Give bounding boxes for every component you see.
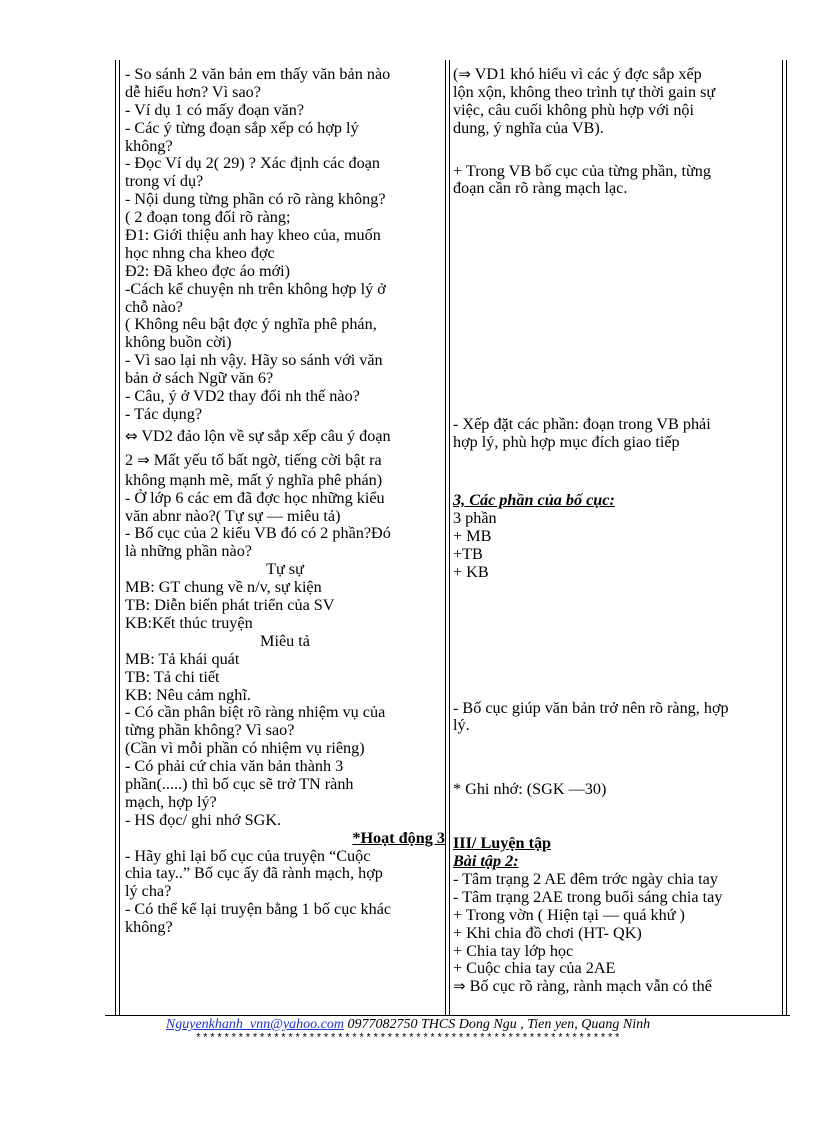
right-line: hợp lý, phù hợp mục đích giao tiếp — [453, 433, 680, 452]
left-line: - HS đọc/ ghi nhớ SGK. — [125, 810, 282, 829]
left-line — [125, 424, 445, 448]
left-line: phần(.....) thì bố cục sẽ trở TN rành — [125, 774, 354, 793]
left-line: TB: Tả chi tiết — [125, 667, 220, 686]
right-arrow-icon: ⇒ — [137, 450, 150, 469]
right-border — [786, 60, 787, 1016]
left-line: - Hãy ghi lại bố cục của truyện “Cuộc — [125, 846, 371, 865]
right-line-text: Bố cục rõ ràng, rành mạch vẫn có thể — [469, 977, 712, 996]
footer-stars: ************************************************************ — [194, 1033, 622, 1045]
bottom-rule — [105, 1015, 790, 1016]
left-line: MB: Tả khái quát — [125, 649, 240, 668]
right-line — [453, 66, 778, 84]
right-border-inner — [782, 60, 783, 1016]
right-line: + Khi chia đồ chơi (HT- QK) — [453, 923, 642, 942]
right-line: - Tâm trạng 2AE trong buổi sáng chia tay — [453, 887, 723, 906]
right-line: +TB — [453, 544, 483, 563]
left-line: chỗ nào? — [125, 297, 183, 316]
right-line: + MB — [453, 526, 492, 545]
left-subheading: Miêu tả — [260, 631, 310, 650]
right-line-text: VD1 khó hiểu vì các ý đợc sắp xếp — [474, 65, 702, 83]
right-line: đoạn cần rõ ràng mạch lạc. — [453, 179, 628, 198]
left-subheading: Tự sự — [266, 560, 304, 579]
right-arrow-icon: ⇒ — [453, 977, 466, 996]
left-line: - Câu, ý ở VD2 thay đổi nh thế nào? — [125, 387, 360, 406]
left-line: từng phần không? Vì sao? — [125, 721, 295, 740]
left-line: KB:Kết thúc truyện — [125, 613, 253, 632]
left-line: trong ví dụ? — [125, 172, 204, 191]
left-line: dễ hiểu hơn? Vì sao? — [125, 82, 261, 101]
footer-info: 0977082750 THCS Dong Ngu , Tien yen, Quang Ninh — [347, 1017, 651, 1032]
right-line: dung, ý nghĩa của VB). — [453, 118, 604, 137]
left-right-arrow-icon: ⇔ — [125, 426, 138, 445]
footer-email-link[interactable]: Nguyenkhanh_vnn@yahoo.com — [165, 1017, 345, 1032]
left-line: học nhng cha kheo đợc — [125, 243, 275, 262]
right-line: + Cuộc chia tay của 2AE — [453, 959, 616, 978]
left-line: không mạnh mẽ, mất ý nghĩa phê phán) — [125, 470, 383, 489]
right-line: + Chia tay lớp học — [453, 941, 574, 960]
right-line: + Trong VB bố cục của từng phần, từng — [453, 161, 711, 180]
left-line: chia tay..” Bố cục ấy đã rành mạch, hợp — [125, 864, 383, 883]
right-line: - Bố cục giúp văn bản trở nên rõ ràng, hợp — [453, 698, 729, 717]
right-line: lộn xộn, không theo trình tự thời gain sự — [453, 82, 716, 101]
left-line-text: 2 — [125, 450, 134, 469]
left-line — [125, 448, 445, 472]
left-line: mạch, hợp lý? — [125, 792, 217, 811]
left-line: không buồn cời) — [125, 333, 232, 352]
left-line-text: VD2 đảo lộn về sự sắp xếp câu ý đoạn — [141, 426, 391, 445]
left-line: văn abnr nào?( Tự sự — miêu tả) — [125, 506, 341, 525]
column-divider-inner — [449, 60, 450, 1016]
left-line: ( Không nêu bật đợc ý nghĩa phê phán, — [125, 315, 377, 334]
left-line: - Nội dung từng phần có rõ ràng không? — [125, 190, 386, 209]
activity-heading: *Hoạt động 3 — [352, 828, 445, 847]
knowledge-column — [453, 66, 778, 996]
left-line: không? — [125, 918, 173, 937]
right-line: việc, câu cuối không phù hợp với nội — [453, 100, 695, 119]
practice-heading: III/ Luyện tập — [453, 834, 552, 853]
left-line: - Vì sao lại nh vậy. Hãy so sánh với văn — [125, 351, 383, 370]
right-line: lý. — [453, 716, 470, 735]
left-line: không? — [125, 136, 173, 155]
left-line: - Có phải cứ chia văn bản thành 3 — [125, 757, 344, 776]
left-line: - Có thể kể lại truyện bằng 1 bố cục khác — [125, 900, 392, 919]
left-line: - Các ý từng đoạn sắp xếp có hợp lý — [125, 118, 359, 137]
section-heading: 3, Các phần của bố cục: — [453, 491, 615, 510]
left-line: (Cần vì mỗi phần có nhiệm vụ riêng) — [125, 739, 365, 758]
left-line: - Có cần phân biệt rõ ràng nhiệm vụ của — [125, 703, 386, 722]
left-line-text: Mất yếu tố bất ngờ, tiếng cời bật ra — [153, 450, 382, 469]
exercise-heading: Bài tập 2: — [453, 852, 519, 871]
left-line: Đ1: Giới thiệu anh hay kheo của, muốn — [125, 226, 381, 245]
right-line: 3 phần — [453, 509, 497, 528]
left-line: Đ2: Đã kheo đợc áo mới) — [125, 261, 291, 280]
left-line: bản ở sách Ngữ văn 6? — [125, 369, 274, 388]
right-line: - Xếp đặt các phần: đoạn trong VB phải — [453, 415, 711, 434]
teacher-activities-column — [125, 66, 445, 937]
right-line: + KB — [453, 562, 489, 581]
right-line: - Tâm trạng 2 AE đêm trớc ngày chia tay — [453, 870, 718, 889]
lesson-table — [115, 60, 786, 1016]
left-line: - Ở lớp 6 các em đã đợc học những kiểu — [125, 488, 385, 507]
right-arrow-icon: ⇒ — [458, 65, 471, 83]
left-line: KB: Nêu cảm nghĩ. — [125, 685, 251, 704]
left-border — [115, 60, 116, 1016]
left-line: - Đọc Ví dụ 2( 29) ? Xác định các đoạn — [125, 154, 381, 173]
left-line: - Ví dụ 1 có mấy đoạn văn? — [125, 100, 305, 119]
left-line: ( 2 đoạn tong đối rõ ràng; — [125, 208, 291, 227]
right-line — [453, 978, 778, 996]
left-line: lý cha? — [125, 882, 172, 901]
right-line-text: ( — [453, 65, 459, 83]
page-footer — [0, 1017, 816, 1033]
left-line: là những phần nào? — [125, 542, 252, 561]
column-divider — [445, 60, 446, 1016]
left-line: -Cách kể chuyện nh trên không hợp lý ở — [125, 279, 386, 298]
left-border-inner — [119, 60, 120, 1016]
left-line: - So sánh 2 văn bản em thấy văn bản nào — [125, 65, 391, 83]
left-line: TB: Diễn biến phát triển của SV — [125, 596, 335, 615]
left-line: - Tác dụng? — [125, 404, 203, 423]
left-line: MB: GT chung về n/v, sự kiện — [125, 578, 322, 597]
left-line: - Bố cục của 2 kiểu VB đó có 2 phần?Đó — [125, 524, 391, 543]
right-line: + Trong vờn ( Hiện tại — quá khứ ) — [453, 905, 685, 924]
right-line: * Ghi nhớ: (SGK —30) — [453, 780, 607, 799]
